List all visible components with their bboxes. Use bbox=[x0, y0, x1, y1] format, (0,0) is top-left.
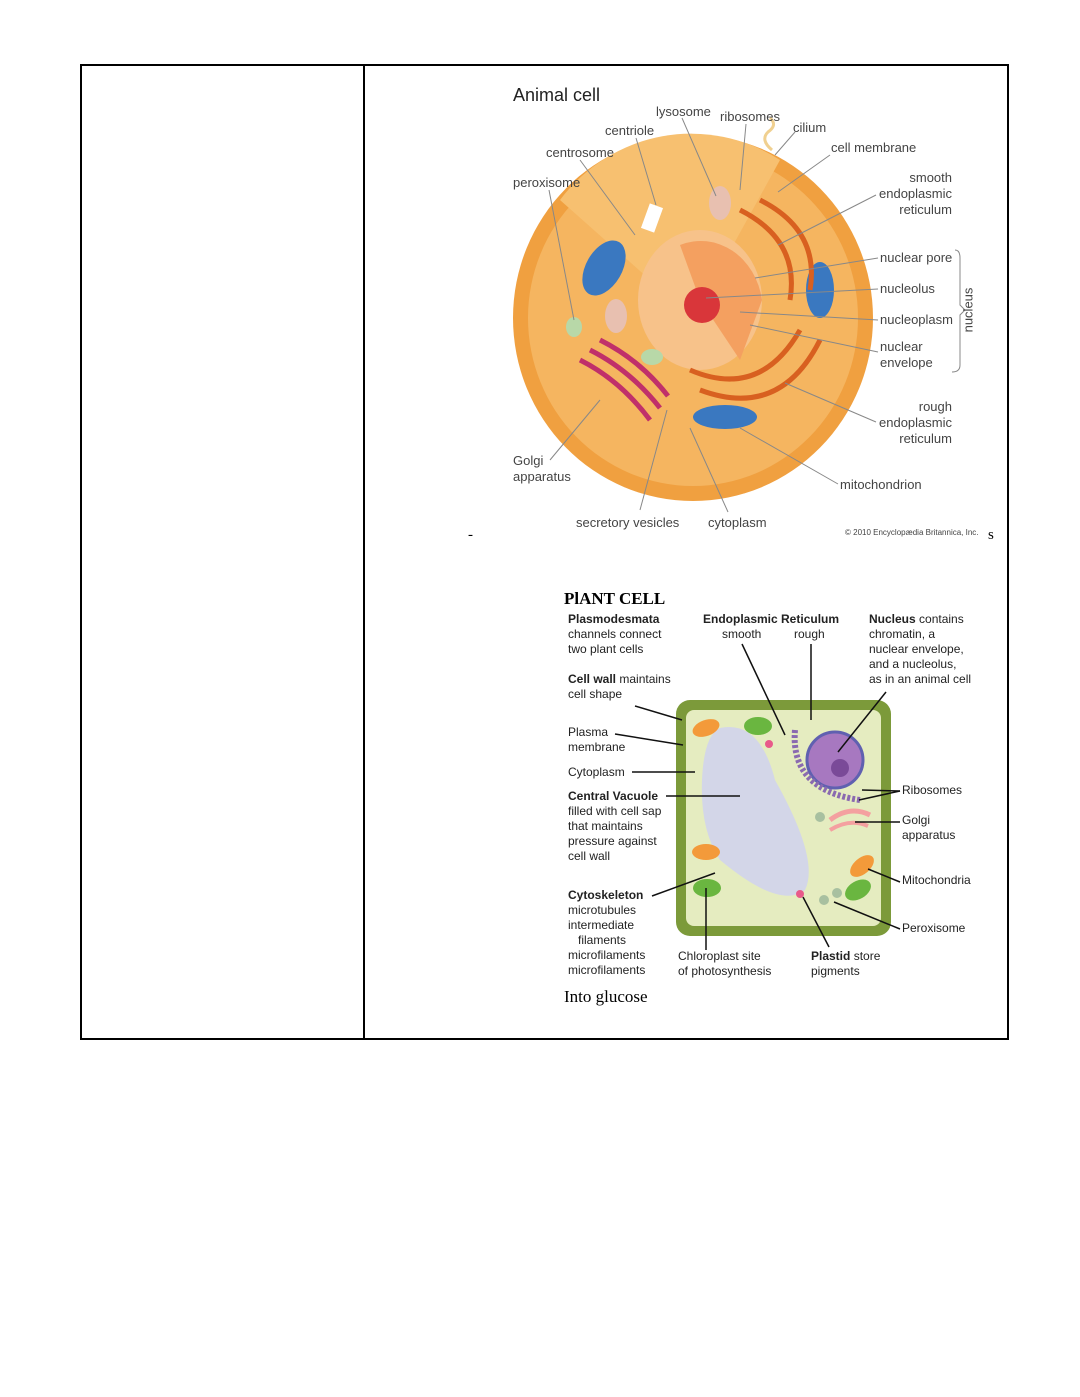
label-ribosomes: ribosomes bbox=[720, 109, 780, 124]
label-line: endoplasmic bbox=[879, 415, 952, 430]
label-line: nuclear bbox=[880, 339, 923, 354]
label-peroxisome-plant: Peroxisome bbox=[902, 921, 966, 935]
label-plasma-membrane bbox=[568, 725, 625, 755]
label-nuclear-envelope bbox=[880, 339, 933, 371]
label-line: filaments bbox=[578, 933, 627, 947]
label-bold: Plastid bbox=[811, 949, 851, 963]
label-line: reticulum bbox=[899, 202, 952, 217]
label-line: reticulum bbox=[899, 431, 952, 446]
label-bold: Central Vacuole bbox=[568, 789, 659, 803]
label-line: channels connect bbox=[568, 627, 662, 641]
label-line: and a nucleolus, bbox=[869, 657, 957, 671]
label-line: envelope bbox=[880, 355, 933, 370]
label-centriole: centriole bbox=[605, 123, 655, 138]
label-cell-wall bbox=[568, 672, 671, 702]
label-rough-er bbox=[879, 399, 952, 447]
plant-cell-diagram bbox=[676, 700, 891, 936]
label-line: microtubules bbox=[568, 903, 637, 917]
label-line: chromatin, a bbox=[869, 627, 936, 641]
label-bold: Cell wall bbox=[568, 672, 617, 686]
label-line: Plasma bbox=[568, 725, 609, 739]
label-plastid bbox=[811, 949, 880, 979]
label-line: Chloroplast site bbox=[678, 949, 761, 963]
label-line: apparatus bbox=[902, 828, 956, 842]
label-line: pressure against bbox=[568, 834, 657, 848]
label-er bbox=[703, 612, 839, 627]
label-rest: maintains bbox=[616, 672, 671, 686]
label-golgi-plant bbox=[902, 813, 955, 843]
label-central-vacuole bbox=[568, 789, 661, 864]
label-nucleus: nucleus bbox=[960, 287, 976, 333]
label-smooth-er bbox=[879, 170, 952, 218]
label-line: cell shape bbox=[568, 687, 623, 701]
label-nuclear-pore: nuclear pore bbox=[880, 250, 953, 265]
label-peroxisome: peroxisome bbox=[513, 175, 581, 190]
label-nucleolus: nucleolus bbox=[880, 281, 935, 296]
label-lysosome: lysosome bbox=[656, 104, 711, 119]
label-line: Golgi bbox=[513, 453, 544, 468]
label-nucleoplasm: nucleoplasm bbox=[880, 312, 953, 327]
label-line: smooth bbox=[909, 170, 952, 185]
label-mitochondrion: mitochondrion bbox=[840, 477, 922, 492]
label-line: intermediate bbox=[568, 918, 635, 932]
label-line: Golgi bbox=[902, 813, 931, 827]
stray-s: s bbox=[988, 527, 994, 543]
label-line: microfilaments bbox=[568, 948, 646, 962]
label-bold: Cytoskeleton bbox=[568, 888, 644, 902]
label-cytoplasm: cytoplasm bbox=[708, 515, 767, 530]
label-cell-membrane: cell membrane bbox=[831, 140, 917, 155]
label-line: apparatus bbox=[513, 469, 571, 484]
label-line: of photosynthesis bbox=[678, 964, 772, 978]
label-line: as in an animal cell bbox=[869, 672, 972, 686]
copyright: © 2010 Encyclopædia Britannica, Inc. bbox=[845, 528, 979, 537]
label-ribosomes-plant: Ribosomes bbox=[902, 783, 963, 797]
label-line: cell wall bbox=[568, 849, 611, 863]
label-cytoplasm-plant: Cytoplasm bbox=[568, 765, 625, 779]
label-line: endoplasmic bbox=[879, 186, 952, 201]
label-bold: Endoplasmic Reticulum bbox=[703, 612, 840, 626]
label-rest: store bbox=[850, 949, 881, 963]
label-mitochondria: Mitochondria bbox=[902, 873, 971, 887]
label-rest: contains bbox=[915, 612, 964, 626]
label-line: rough bbox=[918, 399, 952, 414]
label-nucleus-plant bbox=[869, 612, 971, 687]
label-cilium: cilium bbox=[793, 120, 827, 135]
label-line: microfilaments bbox=[568, 963, 646, 977]
nucleolus-shape bbox=[684, 287, 720, 323]
label-er-rough: rough bbox=[794, 627, 825, 641]
plant-cell-title: PlANT CELL bbox=[564, 589, 666, 608]
animal-cell-title: Animal cell bbox=[513, 85, 601, 105]
label-cytoskeleton bbox=[568, 888, 645, 978]
label-line: membrane bbox=[568, 740, 626, 754]
label-chloroplast bbox=[678, 949, 771, 979]
label-secretory-vesicles: secretory vesicles bbox=[576, 515, 680, 530]
label-line: pigments bbox=[811, 964, 860, 978]
label-line: that maintains bbox=[568, 819, 643, 833]
label-golgi bbox=[513, 453, 571, 485]
label-bold: Plasmodesmata bbox=[568, 612, 660, 626]
caption: Into glucose bbox=[564, 987, 648, 1006]
label-line: filled with cell sap bbox=[568, 804, 662, 818]
label-centrosome: centrosome bbox=[546, 145, 614, 160]
label-er-smooth: smooth bbox=[722, 627, 762, 641]
label-plasmodesmata bbox=[568, 612, 661, 657]
label-line: two plant cells bbox=[568, 642, 644, 656]
stray-dash: - bbox=[468, 527, 473, 543]
label-line: nuclear envelope, bbox=[869, 642, 964, 656]
label-bold: Nucleus bbox=[869, 612, 916, 626]
